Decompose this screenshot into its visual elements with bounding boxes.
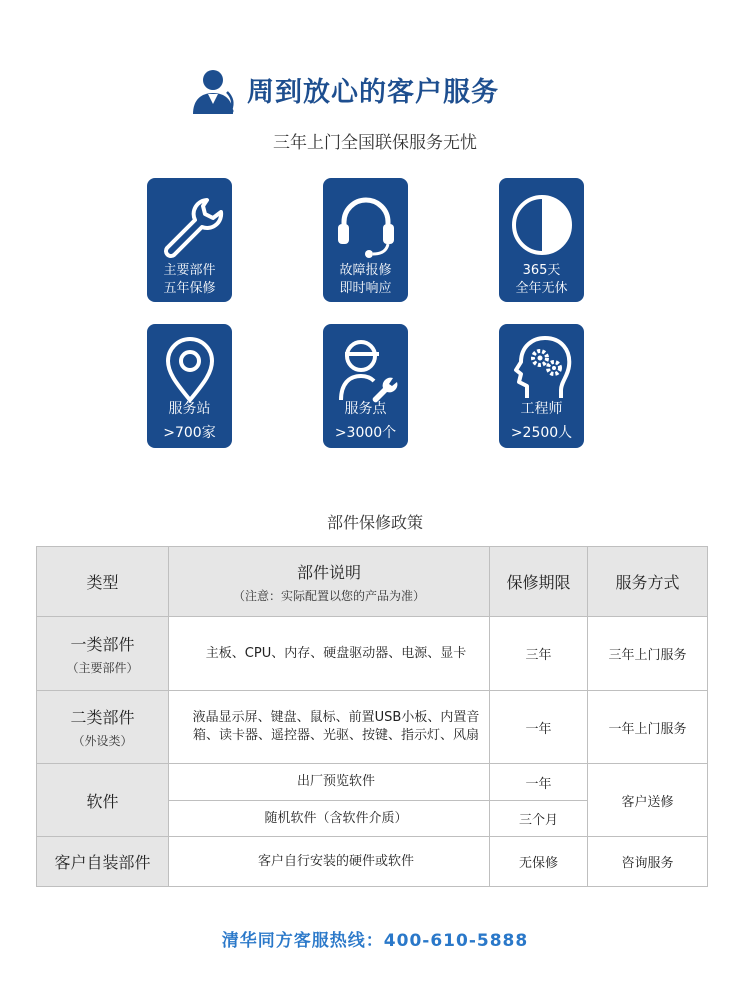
row-method: 三年上门服务: [588, 617, 708, 691]
row-desc: 随机软件（含软件介质）: [169, 801, 490, 837]
engineer-head-gears-icon: [507, 332, 577, 402]
row-method: 客户送修: [588, 764, 708, 837]
header-desc-note: （注意：实际配置以您的产品为准）: [232, 588, 425, 603]
headset-icon: [331, 190, 401, 260]
tile-365-days: 365天 全年无休: [499, 178, 584, 302]
page-title: 周到放心的客户服务: [247, 77, 499, 108]
location-pin-icon: [155, 334, 225, 404]
header-type: 类型: [37, 547, 169, 617]
row-desc: 主板、CPU、内存、硬盘驱动器、电源、显卡: [169, 617, 490, 691]
service-hotline: 清华同方客服热线：400-610-5888: [221, 931, 529, 951]
page-subtitle: 三年上门全国联保服务无忧: [273, 133, 477, 153]
tile-main-parts-warranty: 主要部件 五年保修: [147, 178, 232, 302]
technician-icon: [331, 334, 401, 404]
header-desc: 部件说明 （注意：实际配置以您的产品为准）: [169, 547, 490, 617]
table-header-row: [37, 547, 708, 617]
tile-engineers: 工程师 >2500人: [499, 324, 584, 448]
table-row: [37, 837, 708, 887]
tile-fault-repair: 故障报修 即时响应: [323, 178, 408, 302]
row-category: 二类部件 （外设类）: [37, 691, 169, 764]
header-period: 保修期限: [490, 547, 588, 617]
tile-service-points: 服务点 >3000个: [323, 324, 408, 448]
row-period: 一年: [490, 691, 588, 764]
row-period: 三年: [490, 617, 588, 691]
table-row: [37, 764, 708, 801]
row-desc: 客户自行安装的硬件或软件: [169, 837, 490, 887]
row-category: 软件: [37, 764, 169, 837]
customer-service-person-icon: [191, 66, 241, 116]
row-category: 客户自装部件: [37, 837, 169, 887]
tile-service-stations: 服务站 >700家: [147, 324, 232, 448]
row-period: 三个月: [490, 801, 588, 837]
policy-title: 部件保修政策: [326, 513, 423, 532]
row-desc: 出厂预览软件: [169, 764, 490, 801]
row-period: 一年: [490, 764, 588, 801]
row-method: 咨询服务: [588, 837, 708, 887]
warranty-policy-table: [36, 546, 708, 887]
row-period: 无保修: [490, 837, 588, 887]
half-circle-icon: [507, 190, 577, 260]
wrench-icon: [155, 192, 225, 262]
header-method: 服务方式: [588, 547, 708, 617]
row-method: 一年上门服务: [588, 691, 708, 764]
table-row: [37, 691, 708, 764]
table-row: [37, 617, 708, 691]
row-category: 一类部件 （主要部件）: [37, 617, 169, 691]
service-header: [0, 62, 750, 122]
row-desc: 液晶显示屏、键盘、鼠标、前置USB小板、内置音箱、读卡器、遥控器、光驱、按键、指示灯、风扇: [169, 691, 490, 764]
